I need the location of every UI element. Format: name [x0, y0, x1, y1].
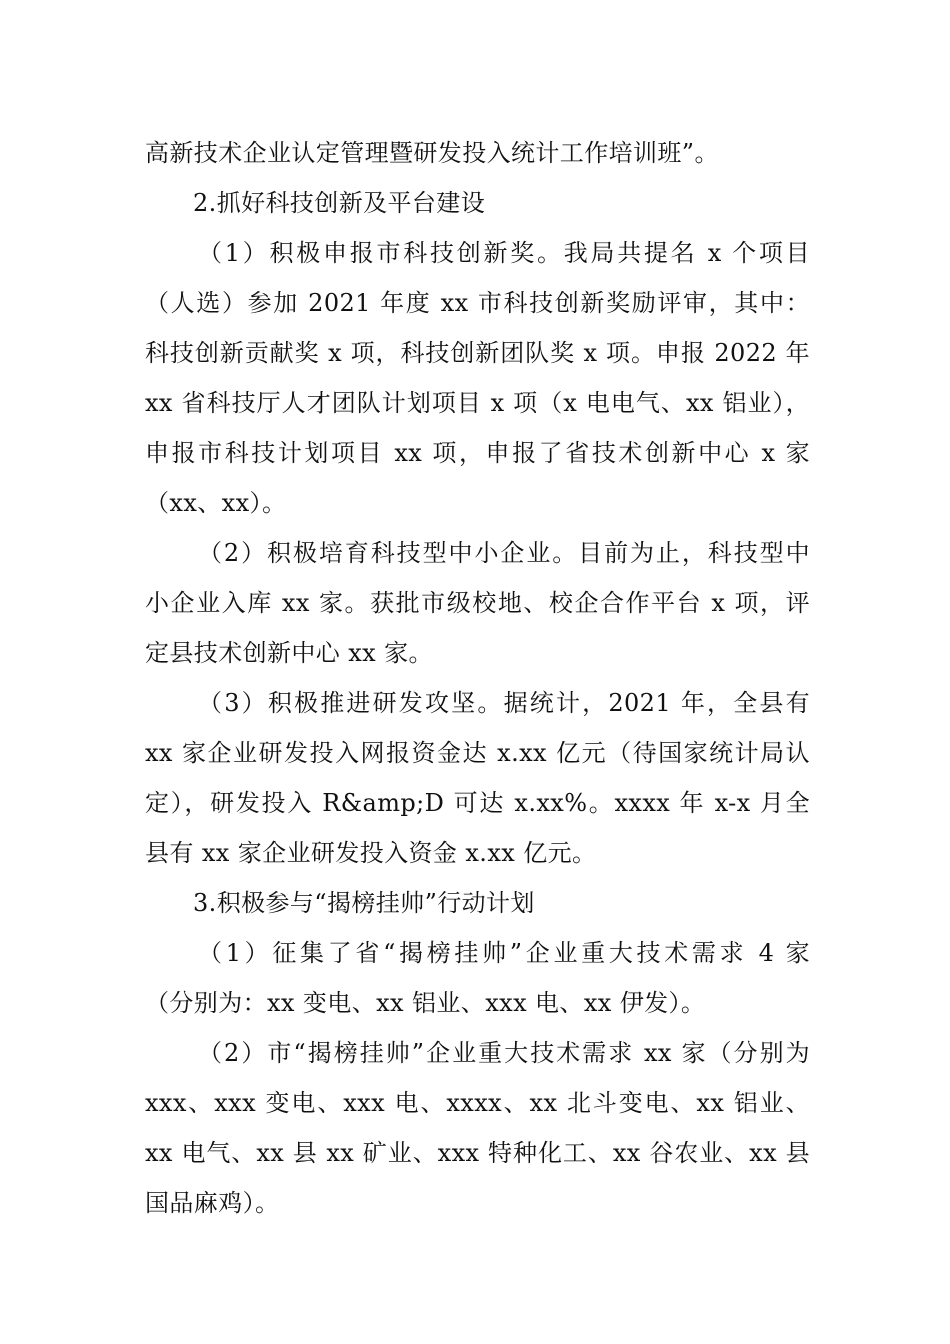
paragraph-line: （2）市“揭榜挂帅”企业重大技术需求 xx 家（分别为: [198, 1039, 810, 1067]
paragraph-line: 定），研发投入 R&amp;D 可达 x.xx%。xxxx 年 x-x 月全: [145, 789, 810, 817]
paragraph-line: xx 家企业研发投入网报资金达 x.xx 亿元（待国家统计局认: [145, 739, 810, 767]
paragraph-line: （1）积极申报市科技创新奖。我局共提名 x 个项目: [198, 239, 810, 267]
section-heading: 3.积极参与“揭榜挂帅”行动计划: [193, 889, 535, 917]
paragraph-line: 县有 xx 家企业研发投入资金 x.xx 亿元。: [145, 839, 597, 867]
paragraph-line: （人选）参加 2021 年度 xx 市科技创新奖励评审，其中：: [145, 289, 810, 317]
paragraph-line: （xx、xx）。: [145, 489, 287, 517]
paragraph-line: 高新技术企业认定管理暨研发投入统计工作培训班”。: [145, 139, 719, 167]
paragraph-line: （1）征集了省“揭榜挂帅”企业重大技术需求 4 家: [198, 939, 810, 967]
paragraph-line: xx 电气、xx 县 xx 矿业、xxx 特种化工、xx 谷农业、xx 县: [145, 1139, 810, 1167]
paragraph-line: 国品麻鸡）。: [145, 1189, 280, 1217]
paragraph-line: （分别为：xx 变电、xx 铝业、xxx 电、xx 伊发）。: [145, 989, 706, 1017]
paragraph-line: （3）积极推进研发攻坚。据统计，2021 年，全县有: [198, 689, 810, 717]
section-heading: 2.抓好科技创新及平台建设: [193, 189, 486, 217]
paragraph-line: xxx、xxx 变电、xxx 电、xxxx、xx 北斗变电、xx 铝业、: [145, 1089, 810, 1117]
paragraph-line: 定县技术创新中心 xx 家。: [145, 639, 433, 667]
paragraph-line: 申报市科技计划项目 xx 项，申报了省技术创新中心 x 家: [145, 439, 810, 467]
paragraph-line: xx 省科技厅人才团队计划项目 x 项（x 电电气、xx 铝业），: [145, 389, 810, 417]
paragraph-line: （2）积极培育科技型中小企业。目前为止，科技型中: [198, 539, 810, 567]
paragraph-line: 科技创新贡献奖 x 项，科技创新团队奖 x 项。申报 2022 年: [145, 339, 810, 367]
paragraph-line: 小企业入库 xx 家。获批市级校地、校企合作平台 x 项，评: [145, 589, 810, 617]
